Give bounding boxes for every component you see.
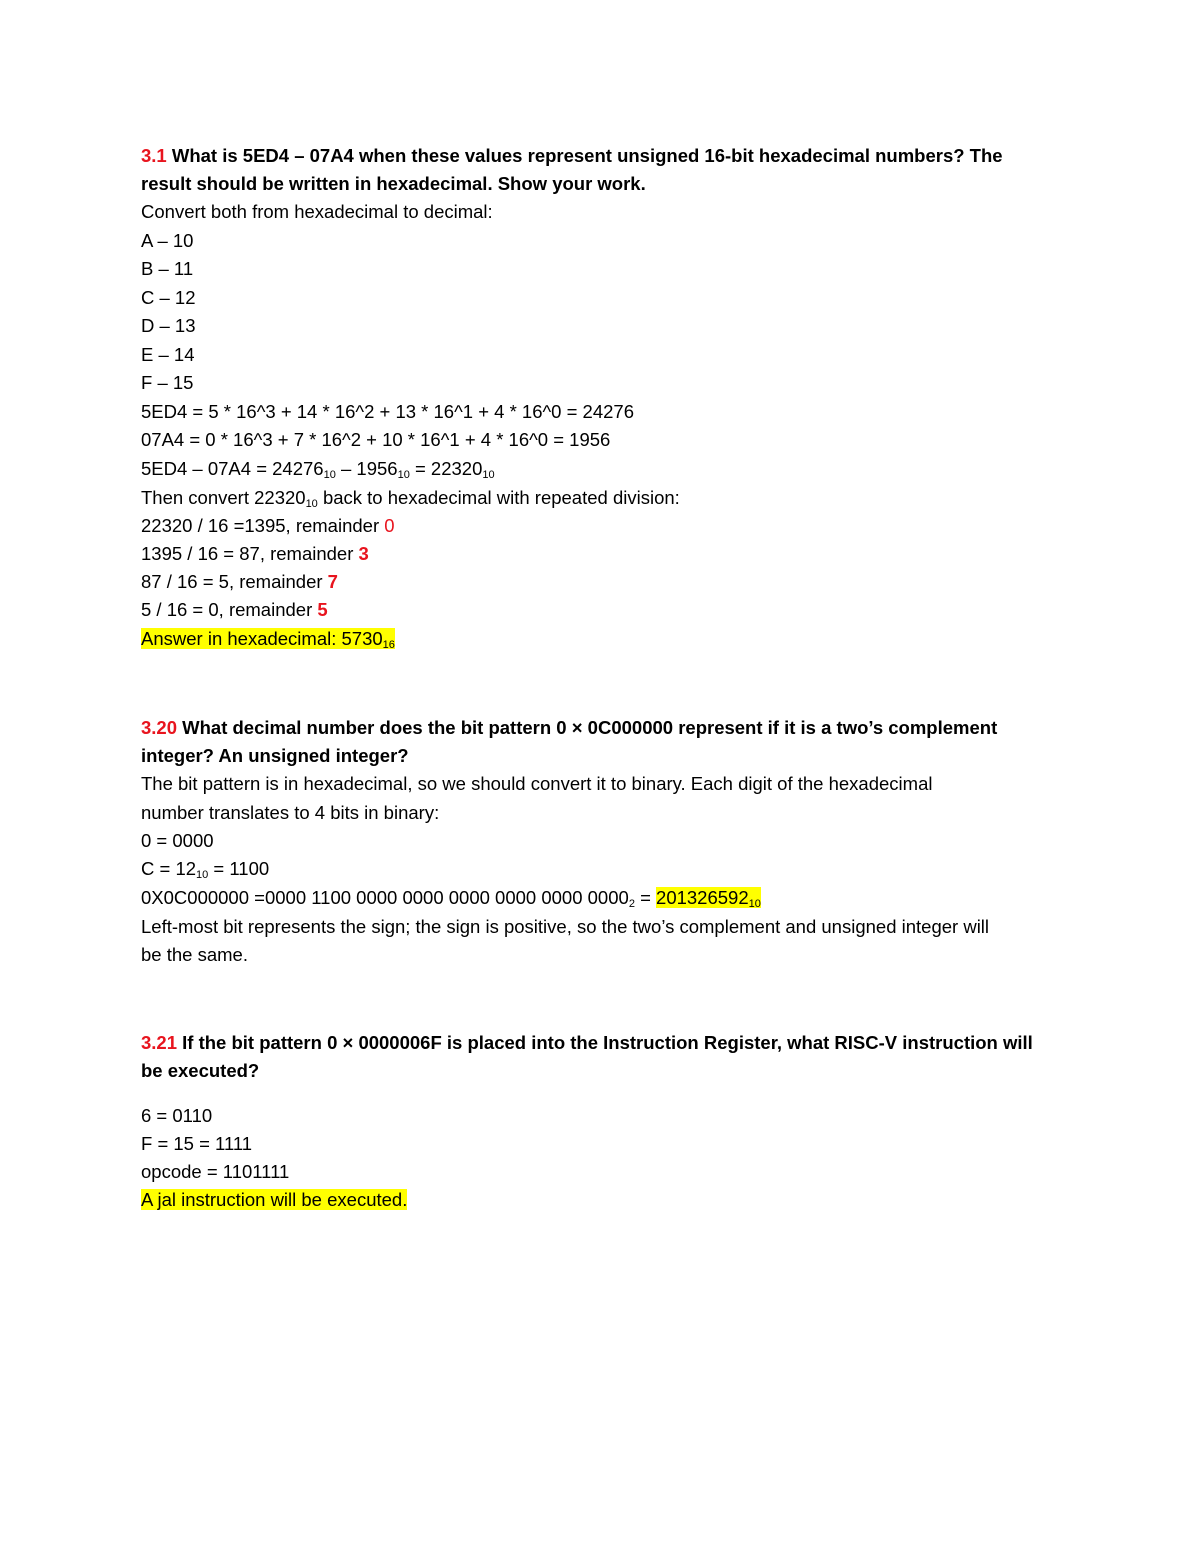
q3-opcode: opcode = 1101111 — [141, 1161, 290, 1182]
q1-number: 3.1 — [141, 145, 167, 166]
remainder-digit: 3 — [358, 543, 369, 564]
q1-division-step: 87 / 16 = 5, remainder 7 — [141, 571, 338, 592]
hex-table-row: A – 10 — [141, 230, 194, 251]
q1-answer — [141, 625, 1081, 653]
q3-answer-highlight: A jal instruction will be executed. — [141, 1189, 408, 1210]
q2-sign-line2: be the same. — [141, 944, 248, 965]
q2-number: 3.20 — [141, 717, 178, 738]
q2-sign-line1: Left-most bit represents the sign; the sign is positive, so the two’s complement and unsigned integer will — [141, 916, 990, 937]
q2-body-line1: The bit pattern is in hexadecimal, so we should convert it to binary. Each digit of the hexadecimal — [141, 773, 933, 794]
q1-division-step: 5 / 16 = 0, remainder 5 — [141, 599, 328, 620]
q2-zero-binary: 0 = 0000 — [141, 830, 214, 851]
q3-f-binary: F = 15 = 1111 — [141, 1133, 253, 1154]
q2-body-line2: number translates to 4 bits in binary: — [141, 802, 440, 823]
hex-table-row: D – 13 — [141, 315, 196, 336]
hex-table-row: F – 15 — [141, 372, 194, 393]
q1-question-line2: result should be written in hexadecimal. Show your work. — [141, 173, 646, 194]
q2-question-line2: integer? An unsigned integer? — [141, 745, 409, 766]
hex-table-row: C – 12 — [141, 287, 196, 308]
remainder-digit: 0 — [384, 515, 395, 536]
q3-six-binary: 6 = 0110 — [141, 1105, 213, 1126]
q1-question-line1: 3.1 What is 5ED4 – 07A4 when these values represent unsigned 16-bit hexadecimal numbers? The — [141, 145, 1003, 166]
q1-calc-5ed4: 5ED4 = 5 * 16^3 + 14 * 16^2 + 13 * 16^1 + 4 * 16^0 = 24276 — [141, 401, 634, 422]
q1-intro: Convert both from hexadecimal to decimal: — [141, 201, 493, 222]
hex-table-row: E – 14 — [141, 344, 195, 365]
q1-division-step: 22320 / 16 =1395, remainder 0 — [141, 515, 395, 536]
hex-table-row: B – 11 — [141, 258, 194, 279]
remainder-digit: 7 — [327, 571, 338, 592]
q2-result-highlight: $201326592_{10}$ — [656, 887, 761, 910]
q1-difference: $5ED4 - 07A4 = 24276_{10} - 1956_{10} = 22320_{10}$ — [141, 458, 495, 481]
q3-answer — [141, 1186, 1081, 1214]
remainder-digit: 5 — [317, 599, 328, 620]
q1-division-step: 1395 / 16 = 87, remainder 3 — [141, 543, 369, 564]
q3-number: 3.21 — [141, 1032, 178, 1053]
q1-answer-highlight: Answer in hexadecimal: $5730_{16}$ — [141, 628, 395, 651]
q1-convert-back: Then convert $22320_{10}$ back to hexadecimal with repeated division: — [141, 487, 680, 510]
q2-question-line1: 3.20 What decimal number does the bit pattern 0 × 0C000000 represent if it is a two’s complement — [141, 717, 998, 738]
q3-question-line1: 3.21 If the bit pattern 0 × 0000006F is placed into the Instruction Register, what RISC-V instruction will — [141, 1032, 1033, 1053]
q3-question-line2: be executed? — [141, 1060, 260, 1081]
q2-c-conversion: $C = 12_{10} = 1100$ — [141, 858, 270, 881]
q2-pattern: 0X0C000000 =0000 1100 0000 0000 0000 0000 0000 $0000_2 = 201326592_{10}$ — [141, 887, 761, 910]
q1-calc-07a4: 07A4 = 0 * 16^3 + 7 * 16^2 + 10 * 16^1 + 4 * 16^0 = 1956 — [141, 429, 611, 450]
